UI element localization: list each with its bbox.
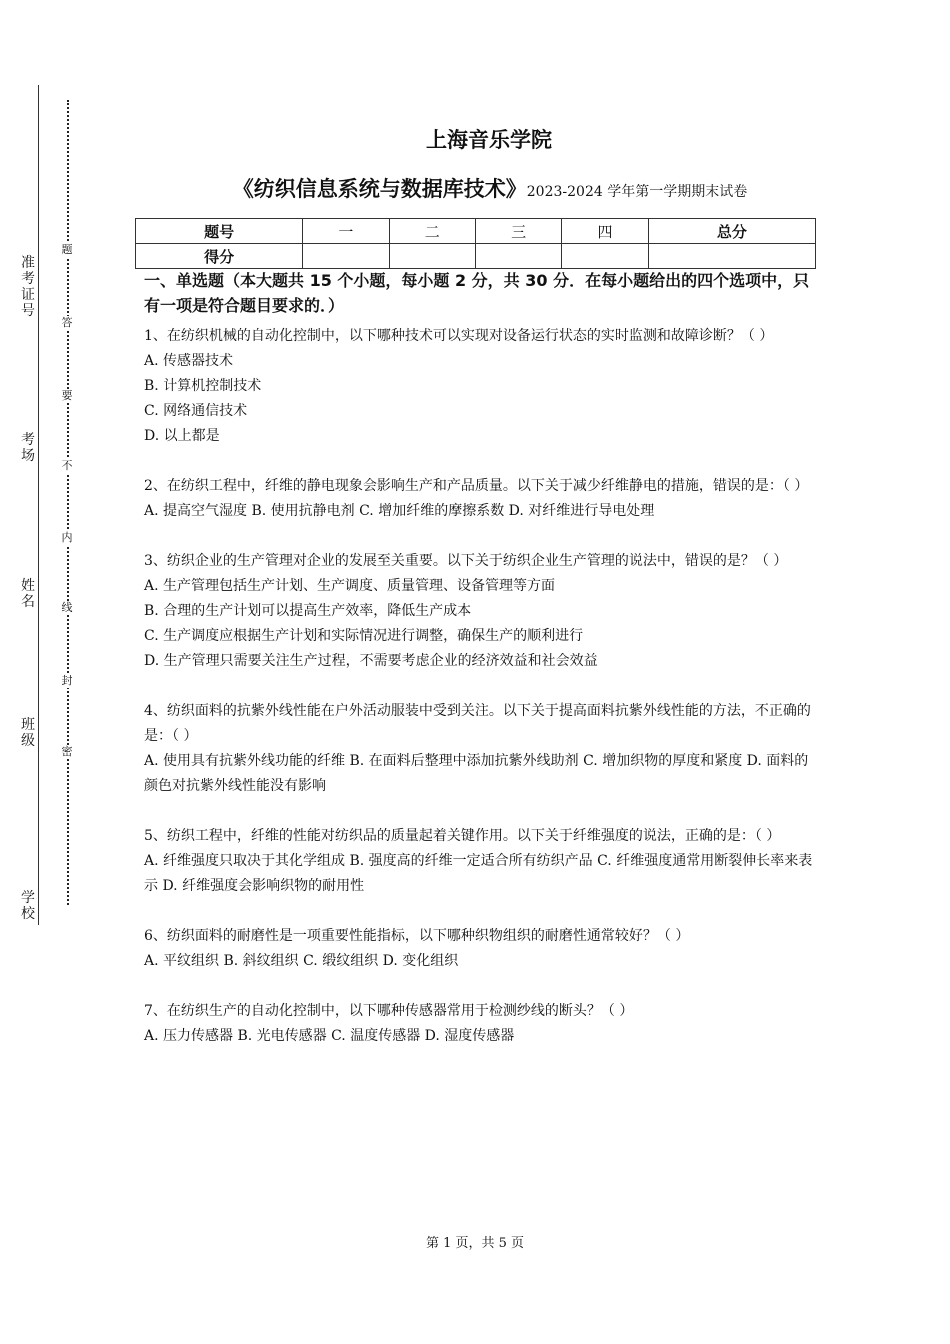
section-title: 一、单选题（本大题共 15 个小题，每小题 2 分，共 30 分．在每小题给出的四个选项中，只有一项是符合题目要求的．）	[144, 271, 810, 315]
question-stem: 4、纺织面料的抗紫外线性能在户外活动服装中受到关注。以下关于提高面料抗紫外线性能的方法，不正确的是：（ ）	[144, 703, 811, 744]
binding-label-school: 学校	[21, 890, 35, 922]
score-cell	[648, 244, 815, 269]
score-table-header-row	[136, 219, 816, 244]
question-option: A. 传感器技术	[144, 353, 234, 369]
school-name: 上海音乐学院	[426, 128, 552, 152]
course-name: 《纺织信息系统与数据库技术》	[232, 177, 527, 201]
question-item	[144, 999, 816, 1049]
score-header-cell: 总分	[648, 219, 815, 244]
binding-mark: 线	[61, 601, 73, 614]
binding-mark: 封	[61, 674, 73, 687]
question-stem: 3、纺织企业的生产管理对企业的发展至关重要。以下关于纺织企业生产管理的说法中，错误的是？（ ）	[144, 553, 788, 569]
binding-label-class: 班级	[21, 717, 35, 749]
binding-dotted-line	[67, 100, 69, 905]
page-number: 第 1 页，共 5 页	[425, 1236, 525, 1251]
question-stem: 6、纺织面料的耐磨性是一项重要性能指标，以下哪种织物组织的耐磨性通常较好？（ ）	[144, 928, 690, 944]
binding-mark: 要	[61, 389, 73, 402]
question-stem: 7、在纺织生产的自动化控制中，以下哪种传感器常用于检测纱线的断头？（ ）	[144, 1003, 634, 1019]
question-option: A. 提高空气湿度 B. 使用抗静电剂 C. 增加纤维的摩擦系数 D. 对纤维进行导电处理	[144, 503, 655, 519]
question-stem: 2、在纺织工程中，纤维的静电现象会影响生产和产品质量。以下关于减少纤维静电的措施，错误的是：（ ）	[144, 478, 809, 494]
question-option: A. 平纹组织 B. 斜纹组织 C. 缎纹组织 D. 变化组织	[144, 953, 459, 969]
question-option: A. 压力传感器 B. 光电传感器 C. 温度传感器 D. 湿度传感器	[144, 1028, 515, 1044]
question-item	[144, 549, 816, 674]
score-header-cell: 题号	[136, 219, 303, 244]
question-item	[144, 474, 816, 524]
question-stem: 1、在纺织机械的自动化控制中，以下哪种技术可以实现对设备运行状态的实时监测和故障诊断？（ ）	[144, 328, 774, 344]
binding-margin	[0, 0, 100, 1344]
question-item	[144, 924, 816, 974]
question-item	[144, 824, 816, 899]
exam-header	[144, 124, 816, 213]
binding-label-exam-id: 准考证号	[21, 255, 35, 319]
score-header-cell: 四	[562, 219, 648, 244]
score-cell	[475, 244, 561, 269]
exam-term: 2023-2024 学年第一学期期末试卷	[526, 184, 748, 200]
binding-mark: 内	[61, 531, 73, 544]
question-option: C. 网络通信技术	[144, 403, 248, 419]
binding-mark: 答	[61, 316, 73, 329]
question-option: B. 合理的生产计划可以提高生产效率，降低生产成本	[144, 603, 472, 619]
score-cell	[389, 244, 475, 269]
binding-mark: 不	[61, 459, 73, 472]
question-option: A. 纤维强度只取决于其化学组成 B. 强度高的纤维一定适合所有纺织产品 C. 纤维强度通常用断裂伸长率来表示 D. 纤维强度会影响织物的耐用性	[144, 853, 813, 894]
question-item	[144, 699, 816, 799]
binding-label-name: 姓名	[21, 578, 35, 610]
question-option: B. 计算机控制技术	[144, 378, 262, 394]
question-item	[144, 324, 816, 449]
binding-mark: 密	[61, 745, 73, 758]
score-cell	[562, 244, 648, 269]
score-cell	[303, 244, 389, 269]
score-header-cell: 一	[303, 219, 389, 244]
binding-mark: 题	[61, 243, 73, 256]
score-table-score-row	[136, 244, 816, 269]
question-stem: 5、纺织工程中，纤维的性能对纺织品的质量起着关键作用。以下关于纤维强度的说法，正确的是：（ ）	[144, 828, 781, 844]
question-option: A. 使用具有抗紫外线功能的纤维 B. 在面料后整理中添加抗紫外线助剂 C. 增加织物的厚度和紧度 D. 面料的颜色对抗紫外线性能没有影响	[144, 753, 809, 794]
score-table	[135, 218, 816, 269]
question-section	[144, 268, 816, 1074]
exam-title	[144, 174, 816, 207]
question-option: C. 生产调度应根据生产计划和实际情况进行调整，确保生产的顺利进行	[144, 628, 584, 644]
question-option: D. 以上都是	[144, 428, 220, 444]
score-row-label: 得分	[136, 244, 303, 269]
score-header-cell: 三	[475, 219, 561, 244]
question-option: A. 生产管理包括生产计划、生产调度、质量管理、设备管理等方面	[144, 578, 556, 594]
binding-label-exam-room: 考场	[21, 432, 35, 464]
binding-solid-line	[38, 85, 39, 925]
score-header-cell: 二	[389, 219, 475, 244]
question-option: D. 生产管理只需要关注生产过程，不需要考虑企业的经济效益和社会效益	[144, 653, 598, 669]
